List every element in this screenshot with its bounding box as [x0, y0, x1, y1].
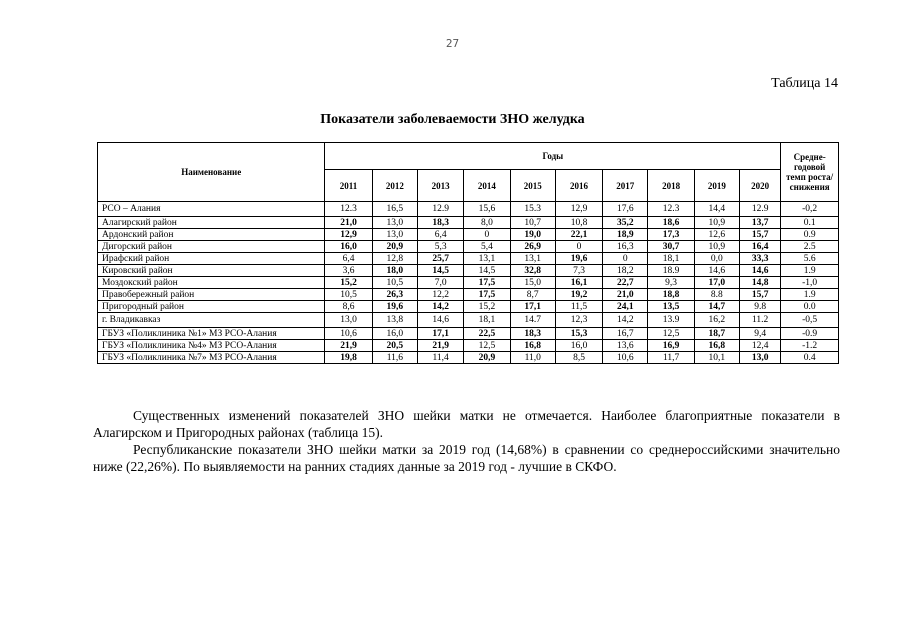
cell-value: 14.7 [510, 313, 555, 328]
cell-value: 18,2 [603, 265, 648, 277]
cell-value: 15,7 [740, 229, 781, 241]
header-year-2019: 2019 [694, 170, 739, 202]
cell-value: 6,4 [325, 253, 372, 265]
table-row [98, 229, 839, 241]
cell-value: 22,5 [464, 328, 510, 340]
cell-value: 15,2 [325, 277, 372, 289]
cell-value: 12,9 [555, 202, 602, 217]
cell-value: 12,8 [372, 253, 417, 265]
page-number: 27 [445, 37, 460, 50]
cell-value: 17,5 [464, 277, 510, 289]
table-row [98, 202, 839, 217]
row-name: г. Владикавказ [98, 313, 325, 328]
cell-value: 14,2 [417, 301, 463, 313]
header-year-2011: 2011 [325, 170, 372, 202]
cell-value: 12.9 [417, 202, 463, 217]
table-label: Таблица 14 [771, 76, 838, 91]
paragraph-1: Существенных изменений показателей ЗНО шейки матки не отмечается. Наиболее благоприятные показатели в Алагирском и Пригородных районах (таблица 15). [93, 408, 840, 440]
incidence-table [97, 142, 839, 364]
cell-value: 10,5 [325, 289, 372, 301]
table-title: Показатели заболеваемости ЗНО желудка [320, 112, 585, 127]
cell-trend: 1.9 [781, 265, 839, 277]
row-name: Правобережный район [98, 289, 325, 301]
cell-value: 11,7 [648, 352, 694, 364]
row-name: Ардонский район [98, 229, 325, 241]
cell-value: 14,6 [740, 265, 781, 277]
cell-value: 16,4 [740, 241, 781, 253]
cell-value: 14,6 [417, 313, 463, 328]
cell-value: 19,6 [555, 253, 602, 265]
cell-value: 8,7 [510, 289, 555, 301]
cell-value: 10,6 [325, 328, 372, 340]
cell-value: 21,0 [325, 217, 372, 229]
cell-value: 25,7 [417, 253, 463, 265]
cell-value: 11,6 [372, 352, 417, 364]
cell-value: 14,8 [740, 277, 781, 289]
table-row [98, 301, 839, 313]
cell-value: 11,4 [417, 352, 463, 364]
cell-value: 17,6 [603, 202, 648, 217]
cell-value: 10,9 [694, 241, 739, 253]
cell-value: 20,9 [372, 241, 417, 253]
cell-value: 21,9 [325, 340, 372, 352]
cell-value: 7,3 [555, 265, 602, 277]
cell-value: 13,6 [603, 340, 648, 352]
cell-value: 13.9 [648, 313, 694, 328]
table-row [98, 313, 839, 328]
cell-trend: 0.4 [781, 352, 839, 364]
cell-value: 13,0 [325, 313, 372, 328]
cell-value: 0 [464, 229, 510, 241]
cell-value: 12,5 [648, 328, 694, 340]
cell-value: 20,9 [464, 352, 510, 364]
cell-value: 17,0 [694, 277, 739, 289]
table-row [98, 265, 839, 277]
cell-value: 0 [603, 253, 648, 265]
cell-value: 5,4 [464, 241, 510, 253]
cell-value: 6,4 [417, 229, 463, 241]
row-name: Ирафский район [98, 253, 325, 265]
cell-value: 16,1 [555, 277, 602, 289]
cell-value: 16,3 [603, 241, 648, 253]
header-years-group: Годы [325, 143, 781, 170]
cell-value: 13,1 [464, 253, 510, 265]
cell-value: 18.9 [648, 265, 694, 277]
row-name: ГБУЗ «Поликлиника №1» МЗ РСО-Алания [98, 328, 325, 340]
cell-value: 26,9 [510, 241, 555, 253]
cell-value: 18,3 [510, 328, 555, 340]
cell-value: 13,0 [372, 229, 417, 241]
row-name: Пригородный район [98, 301, 325, 313]
cell-trend: 0.0 [781, 301, 839, 313]
table-row [98, 352, 839, 364]
table-row [98, 289, 839, 301]
cell-value: 16,5 [372, 202, 417, 217]
header-year-2016: 2016 [555, 170, 602, 202]
cell-value: 3,6 [325, 265, 372, 277]
cell-value: 19,2 [555, 289, 602, 301]
cell-value: 14,7 [694, 301, 739, 313]
paragraph-2: Республиканские показатели ЗНО шейки матки за 2019 год (14,68%) в сравнении со среднероссийскими значительно ниже (22,26%). По выявляемости на ранних стадиях данные за 2019 год - лучшие в СКФО. [93, 442, 840, 474]
cell-value: 0 [555, 241, 602, 253]
cell-value: 26,3 [372, 289, 417, 301]
cell-value: 16,8 [510, 340, 555, 352]
cell-value: 0,0 [694, 253, 739, 265]
cell-value: 33,3 [740, 253, 781, 265]
cell-value: 11.2 [740, 313, 781, 328]
cell-trend: 0.9 [781, 229, 839, 241]
cell-value: 17,5 [464, 289, 510, 301]
row-name: Моздокский район [98, 277, 325, 289]
table-row [98, 217, 839, 229]
cell-value: 24,1 [603, 301, 648, 313]
header-year-2018: 2018 [648, 170, 694, 202]
cell-value: 16,0 [372, 328, 417, 340]
cell-value: 16,0 [555, 340, 602, 352]
cell-value: 14,5 [464, 265, 510, 277]
cell-value: 16,2 [694, 313, 739, 328]
cell-value: 22,7 [603, 277, 648, 289]
cell-value: 18,1 [464, 313, 510, 328]
cell-value: 8.8 [694, 289, 739, 301]
cell-value: 12,2 [417, 289, 463, 301]
cell-value: 16,0 [325, 241, 372, 253]
cell-value: 18,3 [417, 217, 463, 229]
row-name: Алагирский район [98, 217, 325, 229]
cell-value: 12,3 [555, 313, 602, 328]
cell-trend: 5.6 [781, 253, 839, 265]
cell-value: 17,1 [417, 328, 463, 340]
table-row [98, 340, 839, 352]
row-name: Дигорский район [98, 241, 325, 253]
cell-value: 19,0 [510, 229, 555, 241]
cell-value: 11,5 [555, 301, 602, 313]
cell-trend: -1.2 [781, 340, 839, 352]
cell-value: 15,0 [510, 277, 555, 289]
header-year-2015: 2015 [510, 170, 555, 202]
cell-value: 12,4 [740, 340, 781, 352]
cell-value: 32,8 [510, 265, 555, 277]
cell-value: 15,7 [740, 289, 781, 301]
cell-value: 15,6 [464, 202, 510, 217]
cell-trend: -0,2 [781, 202, 839, 217]
cell-value: 19,6 [372, 301, 417, 313]
cell-value: 15,3 [555, 328, 602, 340]
cell-value: 10,6 [603, 352, 648, 364]
table-row [98, 253, 839, 265]
cell-value: 13,1 [510, 253, 555, 265]
cell-value: 8,6 [325, 301, 372, 313]
cell-value: 12.3 [648, 202, 694, 217]
header-year-2020: 2020 [740, 170, 781, 202]
cell-value: 7,0 [417, 277, 463, 289]
cell-value: 18,0 [372, 265, 417, 277]
row-name: ГБУЗ «Поликлиника №7» МЗ РСО-Алания [98, 352, 325, 364]
cell-value: 18,7 [694, 328, 739, 340]
cell-value: 14,6 [694, 265, 739, 277]
cell-value: 9,4 [740, 328, 781, 340]
cell-trend: 2.5 [781, 241, 839, 253]
table-row [98, 277, 839, 289]
cell-trend: -0.9 [781, 328, 839, 340]
cell-value: 5,3 [417, 241, 463, 253]
cell-value: 22,1 [555, 229, 602, 241]
cell-value: 13,7 [740, 217, 781, 229]
cell-value: 14,5 [417, 265, 463, 277]
cell-value: 14,2 [603, 313, 648, 328]
cell-value: 16,7 [603, 328, 648, 340]
cell-value: 10,9 [694, 217, 739, 229]
cell-value: 16,9 [648, 340, 694, 352]
cell-value: 9.8 [740, 301, 781, 313]
cell-value: 18,6 [648, 217, 694, 229]
cell-value: 18,9 [603, 229, 648, 241]
cell-value: 17,3 [648, 229, 694, 241]
cell-value: 8,5 [555, 352, 602, 364]
cell-value: 12,9 [325, 229, 372, 241]
header-year-2014: 2014 [464, 170, 510, 202]
cell-value: 11,0 [510, 352, 555, 364]
header-trend: Средне-годовой темп роста/ снижения [781, 143, 839, 202]
cell-value: 20,5 [372, 340, 417, 352]
table-row [98, 328, 839, 340]
cell-trend: 1.9 [781, 289, 839, 301]
cell-value: 16,8 [694, 340, 739, 352]
row-name: Кировский район [98, 265, 325, 277]
cell-value: 10,5 [372, 277, 417, 289]
table-row [98, 241, 839, 253]
cell-value: 17,1 [510, 301, 555, 313]
row-name: РСО – Алания [98, 202, 325, 217]
cell-value: 21,9 [417, 340, 463, 352]
cell-value: 15,2 [464, 301, 510, 313]
cell-trend: 0.1 [781, 217, 839, 229]
cell-value: 15.3 [510, 202, 555, 217]
cell-value: 12.3 [325, 202, 372, 217]
cell-value: 18,1 [648, 253, 694, 265]
row-name: ГБУЗ «Поликлиника №4» МЗ РСО-Алания [98, 340, 325, 352]
cell-value: 10,1 [694, 352, 739, 364]
header-year-2017: 2017 [603, 170, 648, 202]
header-year-2013: 2013 [417, 170, 463, 202]
cell-value: 8,0 [464, 217, 510, 229]
cell-value: 35,2 [603, 217, 648, 229]
cell-value: 12,6 [694, 229, 739, 241]
header-name: Наименование [98, 143, 325, 202]
cell-value: 19,8 [325, 352, 372, 364]
cell-value: 30,7 [648, 241, 694, 253]
cell-value: 12.9 [740, 202, 781, 217]
cell-value: 12,5 [464, 340, 510, 352]
header-year-2012: 2012 [372, 170, 417, 202]
cell-value: 14,4 [694, 202, 739, 217]
cell-value: 13,5 [648, 301, 694, 313]
cell-value: 18,8 [648, 289, 694, 301]
cell-value: 13,8 [372, 313, 417, 328]
cell-value: 10,8 [555, 217, 602, 229]
cell-value: 13,0 [740, 352, 781, 364]
cell-trend: -1,0 [781, 277, 839, 289]
cell-value: 13,0 [372, 217, 417, 229]
cell-value: 21,0 [603, 289, 648, 301]
cell-trend: -0,5 [781, 313, 839, 328]
cell-value: 10,7 [510, 217, 555, 229]
cell-value: 9,3 [648, 277, 694, 289]
